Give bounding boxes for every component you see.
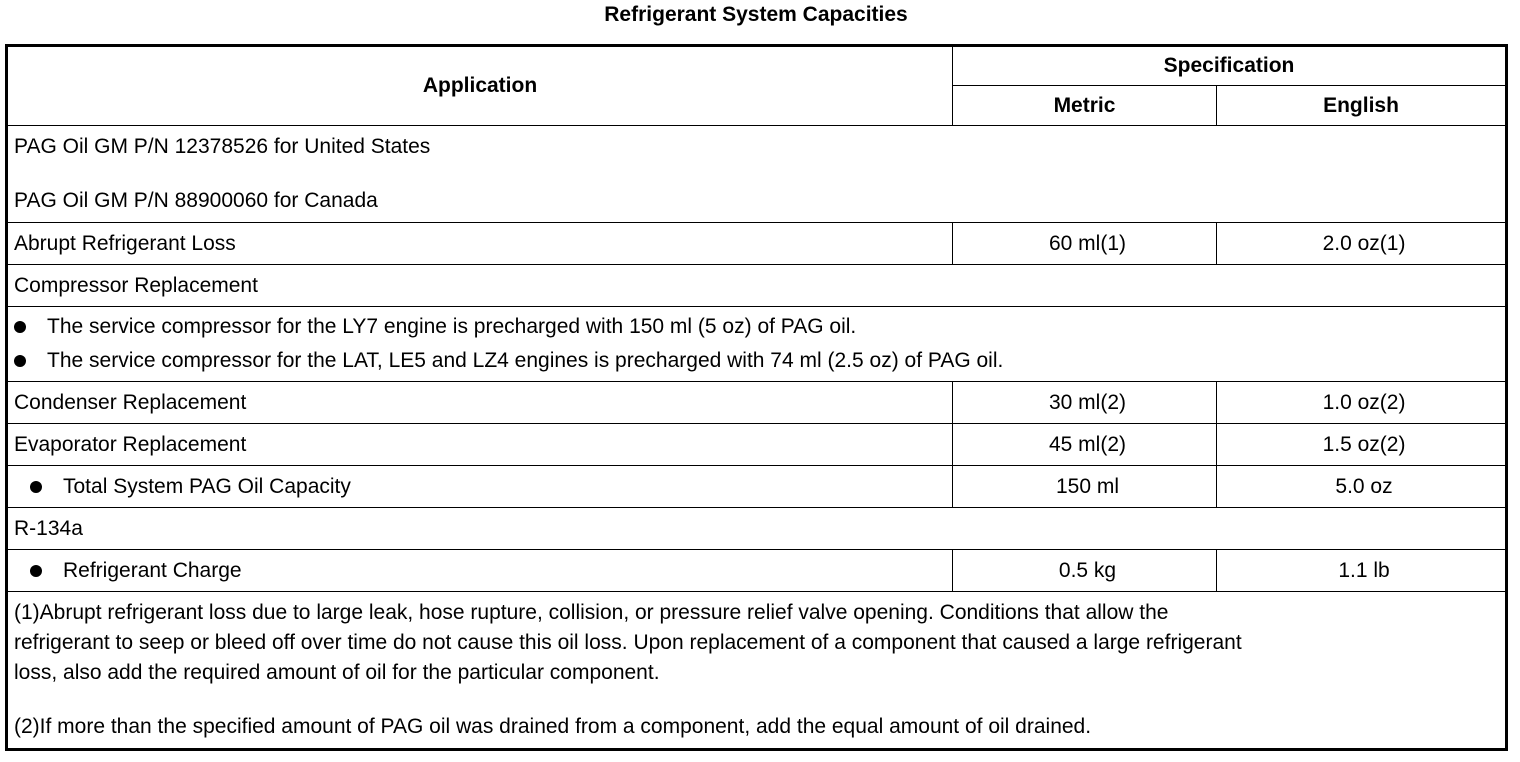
table-row-evaporator xyxy=(7,424,1507,466)
metric-value: 45 ml(2) xyxy=(953,424,1217,466)
row-label: R-134a xyxy=(7,508,1507,550)
table-row-abrupt-loss xyxy=(7,223,1507,265)
bullet-icon xyxy=(14,321,26,333)
note-text: The service compressor for the LAT, LE5 and LZ4 engines is precharged with 74 ml (2.5 oz) of PAG oil. xyxy=(47,349,1004,372)
header-row xyxy=(7,46,1507,86)
row-label: Compressor Replacement xyxy=(7,265,1507,307)
row-label: Evaporator Replacement xyxy=(7,424,953,466)
page-title: Refrigerant System Capacities xyxy=(604,3,908,26)
english-value: 1.0 oz(2) xyxy=(1217,382,1507,424)
column-header-metric: Metric xyxy=(953,86,1217,126)
english-value: 5.0 oz xyxy=(1217,466,1507,508)
table-row-r134a xyxy=(7,508,1507,550)
metric-value: 150 ml xyxy=(953,466,1217,508)
capacities-table xyxy=(5,44,1508,751)
footnote-1-line-2: refrigerant to seep or bleed off over time do not cause this oil loss. Upon replacement of a component that caused a large refrigerant xyxy=(14,631,1242,654)
footnote-2: (2)If more than the specified amount of PAG oil was drained from a component, add the equal amount of oil drained. xyxy=(14,715,1092,738)
footnotes-cell xyxy=(7,592,1507,750)
row-label-cell xyxy=(7,466,953,508)
note-text: The service compressor for the LY7 engine is precharged with 150 ml (5 oz) of PAG oil. xyxy=(47,315,857,338)
english-value: 1.5 oz(2) xyxy=(1217,424,1507,466)
column-header-application: Application xyxy=(7,46,953,126)
bullet-icon xyxy=(30,481,42,493)
pag-oil-canada: PAG Oil GM P/N 88900060 for Canada xyxy=(14,189,378,212)
footnote-1-line-1: (1)Abrupt refrigerant loss due to large leak, hose rupture, collision, or pressure relief valve opening. Conditions that allow the xyxy=(14,601,1169,624)
table-row-footnotes xyxy=(7,592,1507,750)
table-row-total-capacity xyxy=(7,466,1507,508)
bullet-icon xyxy=(14,355,26,367)
bullet-icon xyxy=(30,565,42,577)
metric-value: 60 ml(1) xyxy=(953,223,1217,265)
column-header-english: English xyxy=(1217,86,1507,126)
list-item xyxy=(14,310,1505,344)
footnote-1-line-3: loss, also add the required amount of oil for the particular component. xyxy=(14,661,660,684)
column-header-specification: Specification xyxy=(953,46,1507,86)
row-label-cell xyxy=(7,550,953,592)
english-value: 1.1 lb xyxy=(1217,550,1507,592)
list-item xyxy=(14,344,1505,378)
table-row-refrigerant-charge xyxy=(7,550,1507,592)
compressor-notes-cell xyxy=(7,307,1507,382)
metric-value: 0.5 kg xyxy=(953,550,1217,592)
table-row-condenser xyxy=(7,382,1507,424)
english-value: 2.0 oz(1) xyxy=(1217,223,1507,265)
table-row-compressor-notes xyxy=(7,307,1507,382)
row-label: Total System PAG Oil Capacity xyxy=(63,474,351,498)
table-row-pag-oil xyxy=(7,126,1507,223)
metric-value: 30 ml(2) xyxy=(953,382,1217,424)
table-row-compressor xyxy=(7,265,1507,307)
pag-oil-cell xyxy=(7,126,1507,223)
row-label: Refrigerant Charge xyxy=(63,558,242,582)
row-label: Condenser Replacement xyxy=(7,382,953,424)
row-label: Abrupt Refrigerant Loss xyxy=(7,223,953,265)
pag-oil-us: PAG Oil GM P/N 12378526 for United States xyxy=(14,135,431,158)
